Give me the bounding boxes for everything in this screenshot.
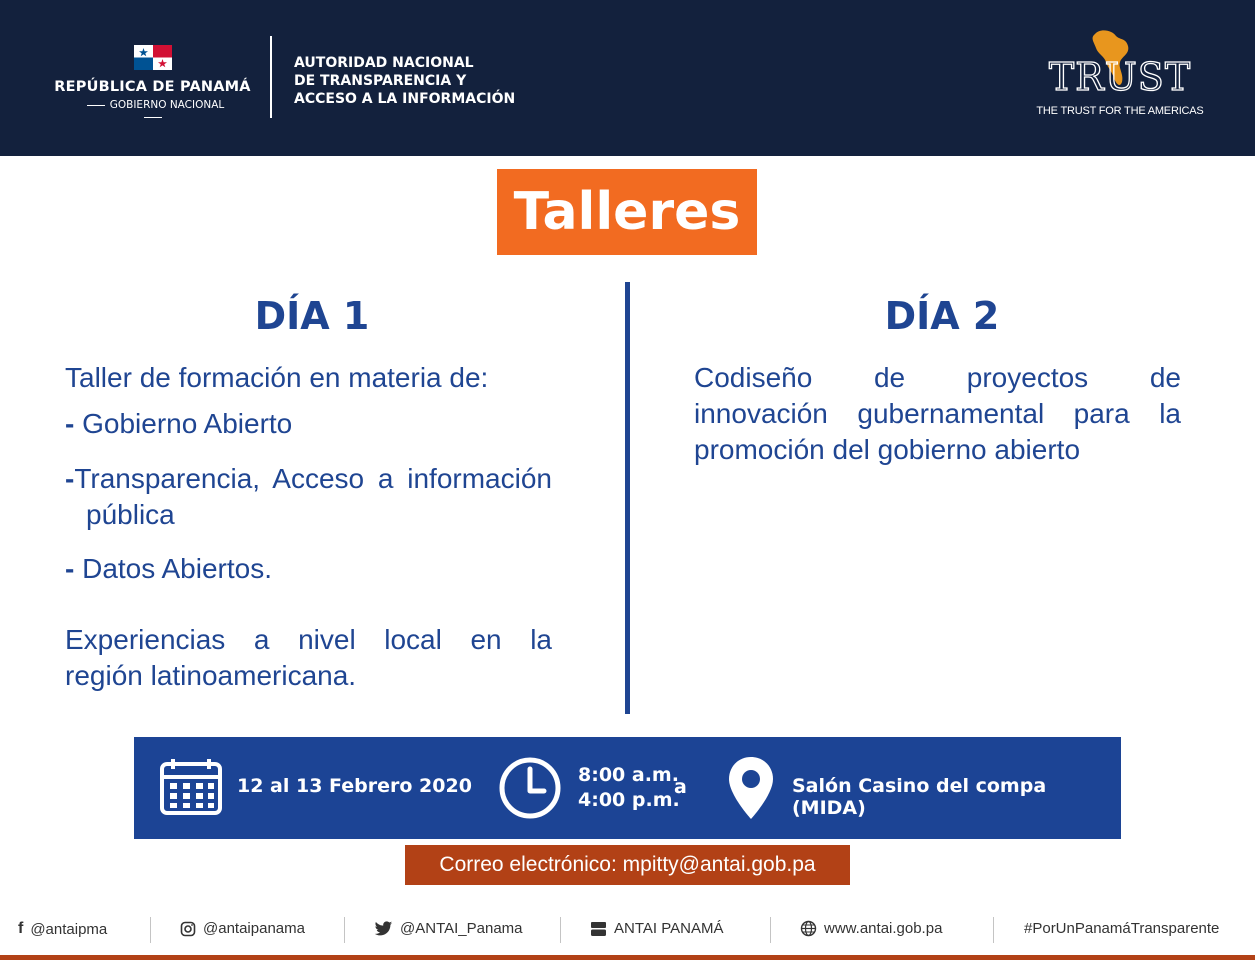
day1-intro: Taller de formación en materia de: <box>65 362 489 393</box>
day1-closing-line2: región latinoamericana. <box>65 660 357 691</box>
footer-divider <box>560 917 561 943</box>
email-banner <box>405 845 850 885</box>
footer-divider <box>344 917 345 943</box>
day1-item-gobierno: - Gobierno Abierto <box>65 408 293 439</box>
day1-heading: DÍA 1 <box>254 294 370 338</box>
footer-twitter[interactable]: @ANTAI_Panama <box>374 920 523 937</box>
event-location: Salón Casino del compa (MIDA) <box>792 775 1047 819</box>
event-time: 8:00 a.m. 4:00 p.m. <box>578 764 680 811</box>
facebook-icon: f <box>18 920 24 937</box>
email-text[interactable]: Correo electrónico: mpitty@antai.gob.pa <box>439 853 816 876</box>
footer-divider <box>770 917 771 943</box>
page-title: Talleres <box>513 182 741 242</box>
title-banner <box>497 169 757 255</box>
location-pin-icon <box>726 755 776 821</box>
youtube-icon <box>590 921 607 937</box>
twitter-icon <box>374 921 393 937</box>
footer-divider <box>150 917 151 943</box>
day1-closing-line1: Experiencias a nivel local en la <box>65 624 552 655</box>
authority-name: AUTORIDAD NACIONAL DE TRANSPARENCIA Y ACCESO A LA INFORMACIÓN <box>294 55 516 107</box>
footer-facebook[interactable]: f @antaipma <box>18 920 108 938</box>
instagram-icon <box>180 921 196 937</box>
day1-item-transparencia-cont: pública <box>86 499 175 530</box>
day2-line1: Codiseño de proyectos de <box>694 362 1181 393</box>
day2-heading: DÍA 2 <box>884 294 1000 338</box>
event-time-connector: a <box>674 776 687 798</box>
day2-line2: innovación gubernamental para la <box>694 398 1181 429</box>
footer-instagram[interactable]: @antaipanama <box>180 920 305 937</box>
event-date: 12 al 13 Febrero 2020 <box>237 775 472 797</box>
republic-title: REPÚBLICA DE PANAMÁ <box>54 79 251 95</box>
event-info-bar <box>134 737 1121 839</box>
footer-website[interactable]: www.antai.gob.pa <box>800 920 942 937</box>
header-banner <box>0 0 1255 156</box>
column-divider <box>625 282 630 714</box>
trust-americas-icon <box>1040 26 1200 96</box>
day2-line3: promoción del gobierno abierto <box>694 434 1081 465</box>
header-divider <box>270 36 272 118</box>
panama-flag-icon <box>134 45 172 70</box>
day1-item-datos: - Datos Abiertos. <box>65 553 272 584</box>
calendar-icon <box>159 757 223 817</box>
footer-hashtag[interactable]: #PorUnPanamáTransparente <box>1024 920 1220 937</box>
svg-text:TRUST: TRUST <box>1048 55 1192 96</box>
globe-icon <box>800 920 817 937</box>
bottom-accent-line <box>0 955 1255 960</box>
trust-subtitle: THE TRUST FOR THE AMERICAS <box>1036 105 1204 117</box>
footer-youtube[interactable]: ANTAI PANAMÁ <box>590 920 723 937</box>
footer-divider <box>993 917 994 943</box>
clock-icon <box>498 756 562 820</box>
social-footer <box>0 912 1255 952</box>
day1-item-transparencia: -Transparencia, Acceso a información <box>65 463 552 494</box>
republic-subtitle: GOBIERNO NACIONAL <box>68 99 238 123</box>
